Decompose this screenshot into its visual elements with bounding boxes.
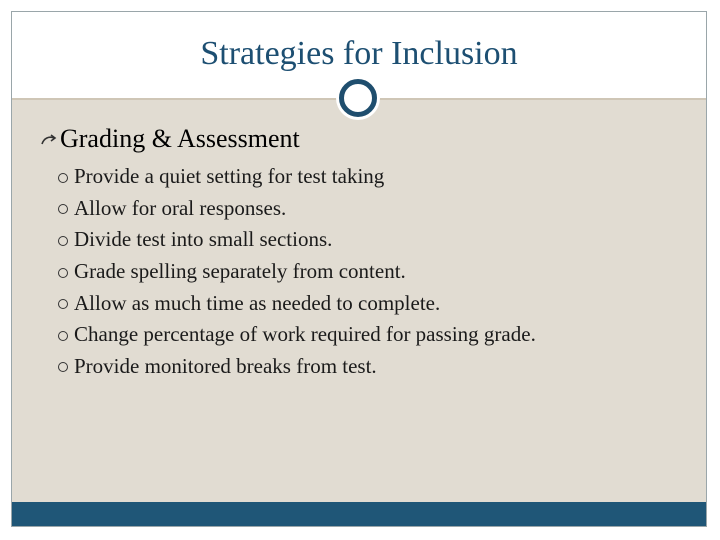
list-item-text: Provide monitored breaks from test. bbox=[74, 353, 377, 378]
list-item-text: Grade spelling separately from content. bbox=[74, 259, 406, 284]
section-heading-text: Grading & Assessment bbox=[60, 124, 300, 153]
slide-frame bbox=[11, 11, 707, 527]
list-item-text: Change percentage of work required for passing grade. bbox=[74, 322, 536, 347]
list-item-text: Provide a quiet setting for test taking bbox=[74, 164, 385, 189]
list-item-text: Allow for oral responses. bbox=[74, 195, 287, 220]
slide-title: Strategies for Inclusion bbox=[200, 34, 518, 72]
list-item-text: Divide test into small sections. bbox=[74, 227, 333, 252]
list-item-text: Allow as much time as needed to complete. bbox=[74, 290, 441, 315]
